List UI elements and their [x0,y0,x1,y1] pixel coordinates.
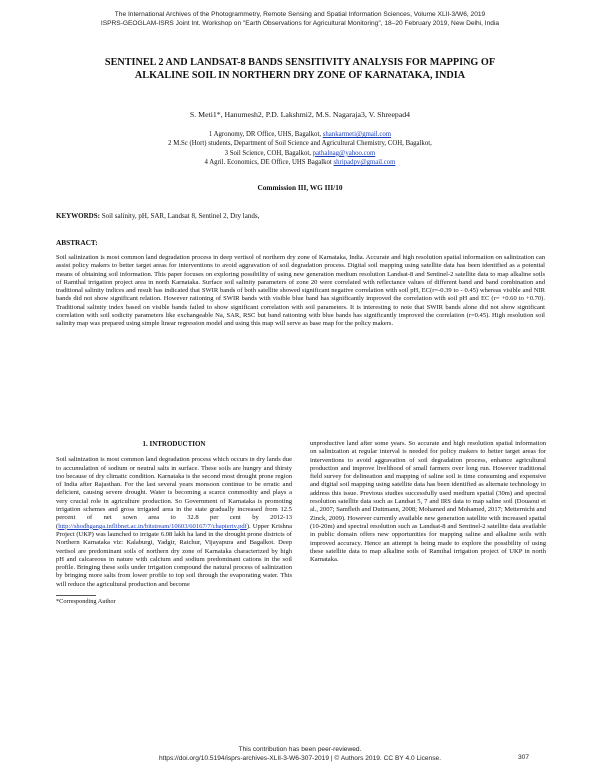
author-list: S. Meti1*, Hanumesh2, P.D. Lakshmi2, M.S. Nagaraja3, V. Shreepad4 [189,110,411,119]
title-line-2: ALKALINE SOIL IN NORTHERN DRY ZONE OF KARNATAKA, INDIA [134,70,466,81]
title-line-1: SENTINEL 2 AND LANDSAT-8 BANDS SENSITIVITY ANALYSIS FOR MAPPING OF [104,57,496,68]
affiliation-1-email-link[interactable]: shankarmeti@gmail.com [322,131,392,138]
paper-title [40,56,560,82]
left-column [56,440,292,606]
affiliation-2 [0,139,600,148]
doi-license-line[interactable]: https://doi.org/10.5194/isprs-archives-XLII-3-W6-307-2019 | © Authors 2019. CC BY 4.0 License. [158,755,442,762]
affiliation-1-text: 1 Agronomy, DR Office, UHS, Bagalkot, [208,131,322,138]
page-footer [0,745,600,763]
keywords-text: Soil salinity, pH, SAR, Landsat 8, Sentinel 2, Dry lands, [101,212,260,220]
intro-left-text-2: ). Upper Krishna Project (UKP) was launched to irrigate 6.08 lakh ha land in the drought prone districts of Northern Karnataka viz: Kalaburgi, Yadgir, Raichur, Vijayapura and Bagalkot. Deep vertisol are predominant soils of northern dry zone of Karnataka characterized by high pH and calcareous in nature with calcium and sodium predominant cations in the soil profile. Bringing these soils under irrigation compound the natural process of salinization by bringing more salts from lower profile to top soil through the evaporating water. This will reduce the agricultural production and become [56,522,292,588]
commission-label: Commission III, WG III/10 [257,183,343,192]
affiliations [0,130,600,168]
abstract-heading: ABSTRACT: [56,238,98,247]
header-line-2: ISPRS-GEOGLAM-ISRS Joint Int. Workshop on "Earth Observations for Agricultural Monitoring", 18–20 February 2019, New Delhi, India [100,20,500,27]
corresponding-author-footnote: *Corresponding Author [56,598,116,606]
abstract-text: Soil salinization is most common land degradation process in deep vertisol of northern dry zone of Karnataka, India. Accurate and high resolution spatial information on salinization can assist policy makers to better target areas for interventions to avoid aggravation of soil degradation process. Digital soil mapping using satellite data has been identified as a potential means of obtaining soil information. This paper focuses on exploring possibility of using new generation medium resolution Landsat-8 and Sentinel-2 satellite data to map alkaline soils of Ramthal irrigation project area in north Karnataka. Surface soil salinity parameters of zone 20 were correlated with reflectance values of different band and band combination and traditional salinity indices and result has indicated that SWIR bands of both satellite showed significant negative correlation with soil pH, EC(r=-0.39 to - 0.45) whereas visible and NIR bands did not show significant relation. However rationing of SWIR bands with visible blue band has significantly improved the correlation with soil pH and EC (r= +0.60 to +0.70). Traditional salinity index based on visible bands failed to show significant correlation with soil parameters. It is interesting to note that SWIR bands alone did not show significant correlation with soil sodicity parameters like exchangeable Na, SAR, RSC but band rationing with blue bands has significantly improved the correlation (r=0.45). High resolution soil salinity map was prepared using simple linear regression model and using this map will serve as base map for the policy makers. [56,254,545,328]
affiliation-2-text: 2 M.Sc (Hort) students, Department of Soil Science and Agricultural Chemistry, COH, Bagalkot, [168,140,432,148]
affiliation-3-email-link[interactable]: pathalnag@yahoo.com [312,149,376,157]
introduction-right-paragraph: unproductive land after some years. So accurate and high resolution spatial information on salinization at regular interval is needed for policy makers to better target areas for interventions to avoid aggravation of soil degradation process, enhance agricultural production and improve livelihood of small farmers over long run. However traditional field survey for delineation and mapping of saline soil is time consuming and expensive and digital soil mapping using satellite data has been identified as alternate technology to address this issue. Previous studies successfully used medium spatial (30m) and spectral resolution satellite data such as Landsat 5, 7 and IRS data to map saline soil (Douaoui et al., 2007; Samfleth and Duttmann, 2008; Mohamed and Mohamed, 2017; Metternicht and Zinck, 2009). However currently available new generation satellite with increased spatial (10-20m) and spectral resolution such as Landsat-8 and Sentinel-2 satellite data available in public domain offers new opportunities for mapping saline and alkaline soils with improved accuracy. Hence an attempt is being made to explore the possibility of using these satellite data to map alkaline soils of Ramthal irrigation project of UKP in north Karnataka. [310,440,546,564]
keywords-label: KEYWORDS: [56,212,100,220]
running-header [0,10,600,28]
right-column [310,440,546,564]
affiliation-4 [0,158,600,167]
affiliation-4-email-link[interactable]: shripadpv@gmail.com [333,159,396,167]
peer-review-note: This contribution has been peer-reviewed. [238,746,362,753]
affiliation-4-text: 4 Agril. Economics, DE Office, UHS Bagalkot [204,159,332,167]
header-line-1: The International Archives of the Photogrammetry, Remote Sensing and Spatial Information Sciences, Volume XLII-3/W6, 2019 [114,11,486,18]
introduction-heading: 1. INTRODUCTION [142,440,206,448]
affiliation-1 [0,130,600,139]
shodhganga-link[interactable]: http://shodhganga.inflibnet.ac.in/bitstream/10603/60167/7/chapteriv.pdf [58,522,247,530]
affiliation-3 [0,149,600,158]
footnote-separator [56,595,96,596]
keywords-line [56,212,556,220]
introduction-left-paragraph [56,456,292,589]
intro-left-text-1: Soil salinization is most common land degradation process which occurs in dry lands due to accumulation of sodium or neutral salts in surface. These soils are hungry and thirsty too because of dry climatic condition. Karnataka is the second most drought prone region of India after Rajasthan. For the last several years monsoon continue to be erratic and deficient, causing severe drought. Water is becoming a scarce commodity and plays a very crucial role in agriculture production. So Government of Karnataka is promoting irrigation schemes and gross irrigated area in the state gradually increased from 12.5 percent of net sown area to 32.8 per cent by 2012-13 ( [56,456,292,530]
page-number: 307 [518,754,530,761]
affiliation-3-text: 3 Soil Science, COH, Bagalkot, [224,149,311,157]
